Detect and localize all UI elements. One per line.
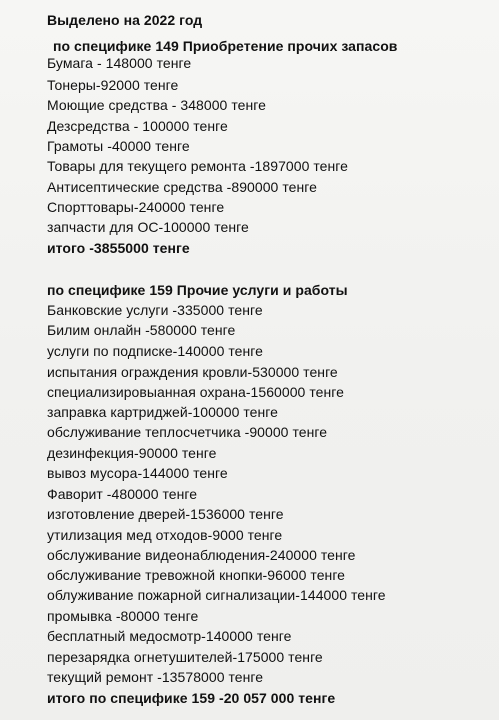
section2-item: услуги по подписке-140000 тенге [47,343,263,359]
section2-item: дезинфекция-90000 тенге [47,445,217,461]
document-heading: Выделено на 2022 год [47,12,203,28]
section2-item: специализировыанная охрана-1560000 тенге [47,384,344,400]
section2-item: обслуживание тревожной кнопки-96000 тенге [47,567,345,583]
section1-item: Моющие средства - 348000 тенге [47,97,266,113]
section2-title: по специфике 159 Прочие услуги и работы [47,282,348,298]
section2-item: обслуживание видеонаблюдения-240000 тенге [47,547,356,563]
section2-item: бесплатный медосмотр-140000 тенге [47,628,292,644]
section2-item: Фаворит -480000 тенге [47,486,198,502]
section1-item: Тонеры-92000 тенге [47,77,179,93]
section2-item: Банковские услуги -335000 тенге [47,302,263,318]
section1-item: Бумага - 148000 тенге [47,55,192,71]
section2-item: облуживание пожарной сигнализации-144000 тенге [47,587,386,603]
section2-item: изготовление дверей-1536000 тенге [47,506,284,522]
section2-item: текущий ремонт -13578000 тенге [47,669,264,685]
section1-total: итого -3855000 тенге [47,240,190,256]
section2-item: промывка -80000 тенге [47,608,199,624]
section2-item: вывоз мусора-144000 тенге [47,465,228,481]
section1-title: по специфике 149 Приобретение прочих запасов [53,38,398,54]
section2-item: испытания ограждения кровли-530000 тенге [47,364,338,380]
section1-item: Дезсредства - 100000 тенге [47,118,228,134]
section1-item: Грамоты -40000 тенге [47,138,190,154]
section2-item: утилизация мед отходов-9000 тенге [47,527,283,543]
section2-item: перезарядка огнетушителей-175000 тенге [47,649,323,665]
section1-item: Спорттовары-240000 тенге [47,199,225,215]
section2-item: Билим онлайн -580000 тенге [47,322,236,338]
section1-item: Товары для текущего ремонта -1897000 тенге [47,158,348,174]
section2-item: заправка картриджей-100000 тенге [47,404,278,420]
section1-item: запчасти для ОС-100000 тенге [47,219,249,235]
section2-total: итого по специфике 159 -20 057 000 тенге [47,690,336,706]
section1-item: Антисептические средства -890000 тенге [47,179,317,195]
section2-item: обслуживание теплосчетчика -90000 тенге [47,424,328,440]
